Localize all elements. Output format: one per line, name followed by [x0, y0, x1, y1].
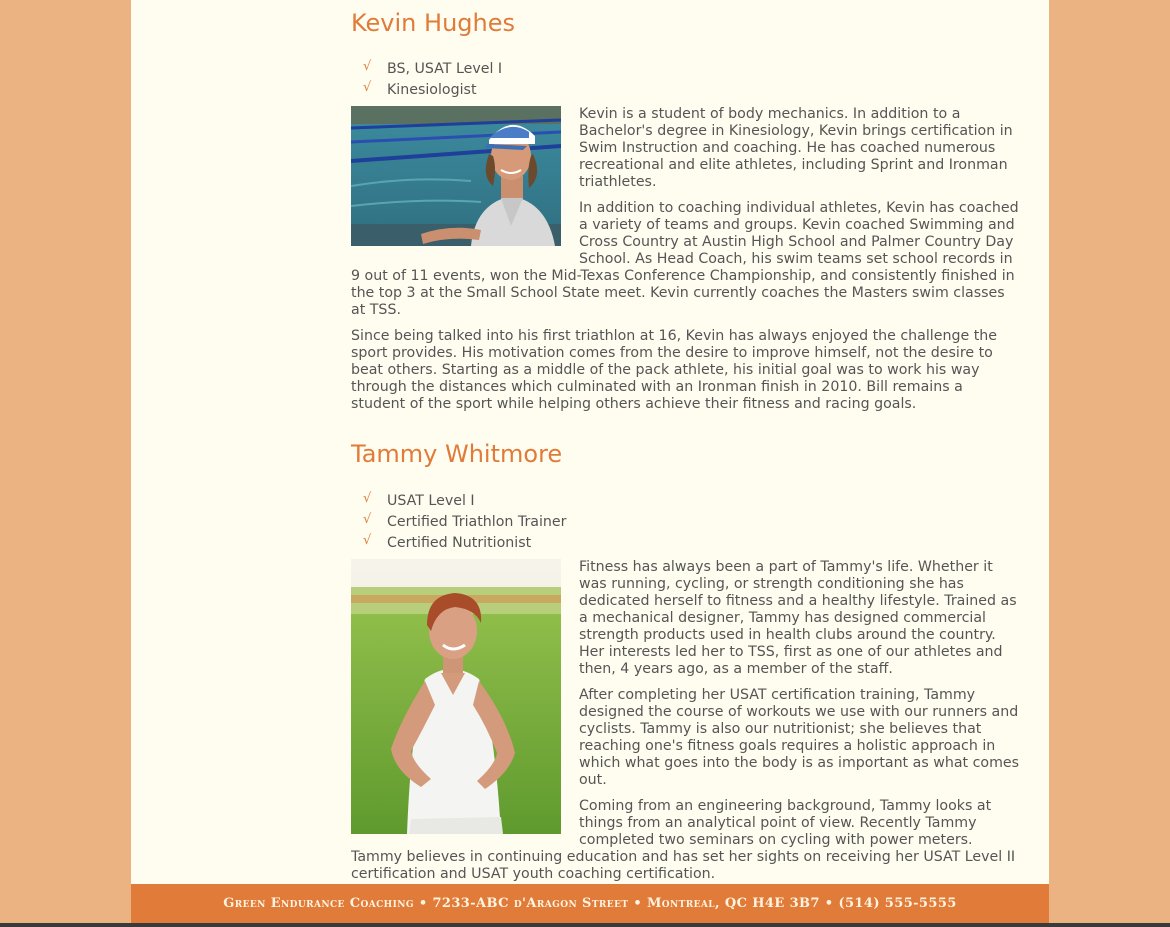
credential-item: √ BS, USAT Level I [363, 59, 1021, 80]
check-icon: √ [363, 491, 372, 506]
footer-contact-text: Green Endurance Coaching • 7233-ABC d'Aragon Street • Montreal, QC H4E 3B7 • (514) 555-5555 [223, 896, 957, 911]
bio-paragraph: Coming from an engineering background, Tammy looks at things from an analytical point of view. Recently Tammy completed two seminars on cycling with power meters. Tammy believes in continuing education and has set her sights on receiving her USAT Level II certification and USAT youth coaching certification. [351, 798, 1016, 882]
bio-paragraph: Kevin is a student of body mechanics. In addition to a Bachelor's degree in Kinesiology, Kevin brings certification in Swim Instruction and coaching. He has coached numerous recreational and elite athletes, including Sprint and Ironman triathletes. [579, 106, 1013, 190]
coach-photo-tammy [351, 559, 561, 834]
bio-paragraph: After completing her USAT certification training, Tammy designed the course of workouts we use with our runners and cyclists. Tammy is also our nutritionist; she believes that reaching one's fitness goals requires a holistic approach in which what goes into the body is as important as what comes out. [579, 687, 1020, 788]
credential-item: √ USAT Level I [363, 491, 1021, 512]
coach-bio-tammy [351, 559, 1021, 892]
window-bottom-edge [0, 923, 1170, 927]
check-icon: √ [363, 512, 372, 527]
bio-paragraph: Since being talked into his first triathlon at 16, Kevin has always enjoyed the challenge the sport provides. His motivation comes from the desire to improve himself, not the desire to beat others. Starting as a middle of the pack athlete, his initial goal was to work his way through the distances which culminated with an Ironman finish in 2010. Bill remains a student of the sport while helping others achieve their fitness and racing goals. [351, 328, 997, 412]
page-container [131, 0, 1049, 927]
credential-item: √ Certified Triathlon Trainer [363, 512, 1021, 533]
coach-name-tammy: Tammy Whitmore [351, 440, 563, 468]
check-icon: √ [363, 80, 372, 95]
site-footer [131, 884, 1049, 923]
main-content [351, 0, 1021, 892]
credential-item: √ Kinesiologist [363, 80, 1021, 101]
check-icon: √ [363, 59, 372, 74]
check-icon: √ [363, 533, 372, 548]
coach-name-kevin: Kevin Hughes [351, 9, 515, 37]
credential-item: √ Certified Nutritionist [363, 533, 1021, 554]
bio-paragraph: In addition to coaching individual athletes, Kevin has coached a variety of teams and groups. Kevin coached Swimming and Cross Country at Austin High School and Palmer Country Day School. As Head Coach, his swim teams set school records in 9 out of 11 events, won the Mid-Texas Conference Championship, and consistently finished in the top 3 at the Small School State meet. Kevin currently coaches the Masters swim classes at TSS. [351, 200, 1019, 318]
credentials-list [351, 59, 1021, 101]
coach-bio-kevin [351, 106, 1021, 422]
coach-photo-kevin [351, 106, 561, 246]
bio-paragraph: Fitness has always been a part of Tammy's life. Whether it was running, cycling, or strength conditioning she has dedicated herself to fitness and a healthy lifestyle. Trained as a mechanical designer, Tammy has designed commercial strength products used in health clubs around the country. Her interests led her to TSS, first as one of our athletes and then, 4 years ago, as a member of the staff. [579, 559, 1017, 677]
credentials-list [351, 491, 1021, 554]
